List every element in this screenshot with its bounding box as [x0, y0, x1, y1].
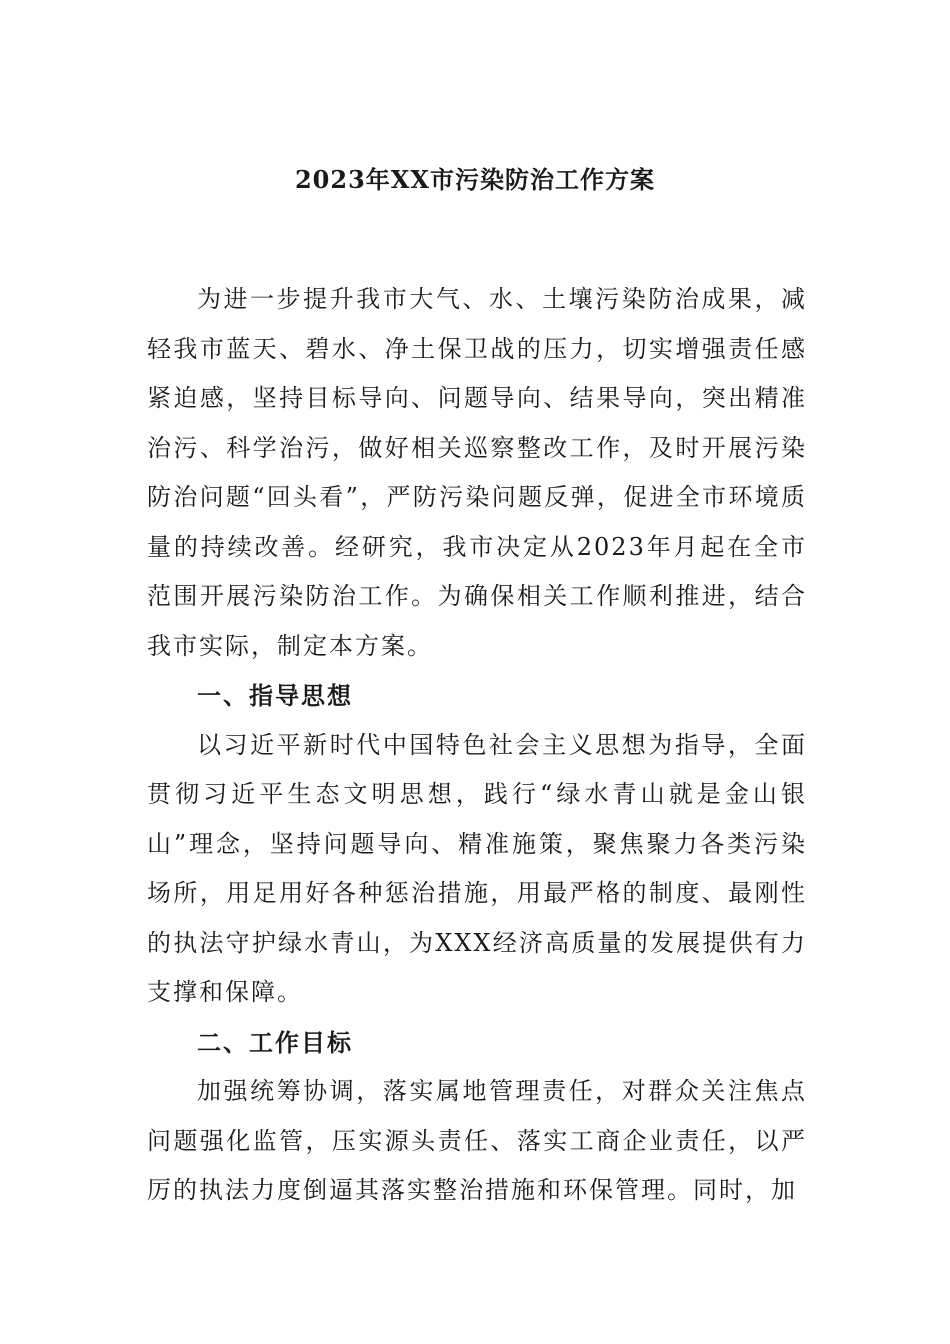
- section-heading-work-goals: 二、工作目标: [197, 1027, 353, 1057]
- section-heading-guiding-ideology: 一、指导思想: [197, 681, 353, 710]
- intro-paragraph: 为进一步提升我市大气、水、土壤污染防治成果，减轻我市蓝天、碧水、净土保卫战的压力，切实增强责任感紧迫感，坚持目标导向、问题导向、结果导向，突出精准治污、科学治污，做好相关巡察整改工作，及时开展污染防治问题“回头看”，严防污染问题反弹，促进全市环境质量的持续改善。经研究，我市决定从2023年月起在全市范围开展污染防治工作。为确保相关工作顺利推进，结合我市实际，制定本方案。: [147, 285, 807, 660]
- document-title: 2023年XX市污染防治工作方案: [294, 165, 656, 194]
- document-body: [147, 275, 807, 1216]
- section-paragraph-work-goals: 加强统筹协调，落实属地管理责任，对群众关注焦点问题强化监管，压实源头责任、落实工商企业责任，以严厉的执法力度倒逼其落实整治措施和环保管理。同时，加: [147, 1077, 807, 1204]
- section-paragraph-guiding-ideology: 以习近平新时代中国特色社会主义思想为指导，全面贯彻习近平生态文明思想，践行“绿水青山就是金山银山”理念，坚持问题导向、精准施策，聚焦聚力各类污染场所，用足用好各种惩治措施，用最严格的制度、最刚性的执法守护绿水青山，为XXX经济高质量的发展提供有力支撑和保障。: [147, 730, 807, 1006]
